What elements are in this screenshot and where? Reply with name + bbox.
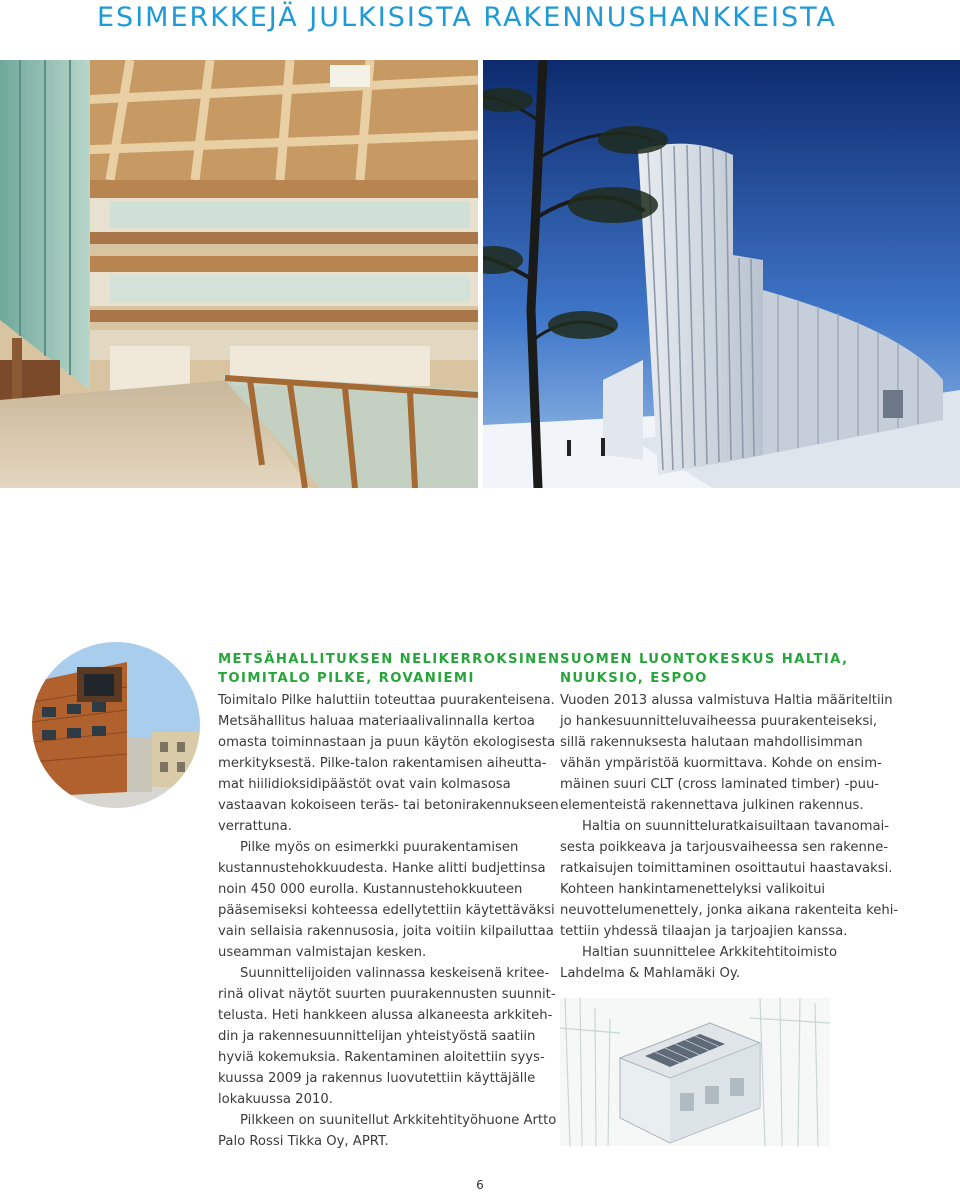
text-line: vastaavan kokoiseen teräs- tai betonirakennukseen xyxy=(218,798,559,813)
text-line: kuussa 2009 ja rakennus luovutettiin käyttäjälle xyxy=(218,1071,536,1086)
left-article-body xyxy=(218,690,559,1152)
text-line: mat hiilidioksidipäästöt ovat vain kolmasosa xyxy=(218,777,511,792)
text-line: rinä olivat näytöt suurten puurakennusten suunnit- xyxy=(218,987,556,1002)
text-line: sesta poikkeava ja tarjousvaiheessa sen rakenne- xyxy=(560,840,889,855)
text-line: useamman valmistajan kesken. xyxy=(218,945,427,960)
text-line: Haltia on suunnitteluratkaisuiltaan tavanomai- xyxy=(582,819,890,834)
text-line: vähän ympäristöä kuormittava. Kohde on ensim- xyxy=(560,756,882,771)
text-line: noin 450 000 eurolla. Kustannustehokkuuteen xyxy=(218,882,523,897)
text-line: verrattuna. xyxy=(218,819,292,834)
atrium-interior-photo xyxy=(0,60,478,488)
heading-line: TOIMITALO PILKE, ROVANIEMI xyxy=(218,671,475,686)
text-line: tettiin yhdessä tilaajan ja tarjoajien kanssa. xyxy=(560,924,848,939)
text-line: Metsähallitus haluaa materiaalivalinnalla kertoa xyxy=(218,714,535,729)
page-number: 6 xyxy=(476,1178,484,1192)
text-line: lokakuussa 2010. xyxy=(218,1092,333,1107)
text-line: Palo Rossi Tikka Oy, APRT. xyxy=(218,1134,389,1149)
page-title: ESIMERKKEJÄ JULKISISTA RAKENNUSHANKKEISTA xyxy=(97,2,838,33)
building-render-image xyxy=(560,998,830,1146)
text-line: din ja rakennesuunnittelijan yhteistyöstä saatiin xyxy=(218,1029,536,1044)
text-line: Toimitalo Pilke haluttiin toteuttaa puurakenteisena. xyxy=(218,693,555,708)
text-line: neuvottelumenettely, jonka aikana rakenteita kehi- xyxy=(560,903,899,918)
heading-line: METSÄHALLITUKSEN NELIKERROKSINEN xyxy=(218,652,561,667)
text-line: elementeistä rakennettava julkinen rakennus. xyxy=(560,798,864,813)
text-line: Kohteen hankintamenettelyksi valikoitui xyxy=(560,882,826,897)
text-line: Pilke myös on esimerkki puurakentamisen xyxy=(240,840,519,855)
text-line: Pilkkeen on suunitellut Arkkitehtityöhuone Artto xyxy=(240,1113,557,1128)
building-exterior-photo xyxy=(483,60,960,488)
heading-line: NUUKSIO, ESPOO xyxy=(560,671,708,686)
right-article-body xyxy=(560,690,898,984)
text-line: ratkaisujen toimittaminen osoittautui haastavaksi. xyxy=(560,861,893,876)
heading-line: SUOMEN LUONTOKESKUS HALTIA, xyxy=(560,652,849,667)
text-line: mäinen suuri CLT (cross laminated timber) -puu- xyxy=(560,777,880,792)
text-line: Suunnittelijoiden valinnassa keskeisenä kriteе- xyxy=(240,966,550,981)
text-line: kustannustehokkuudesta. Hanke alitti budjettinsa xyxy=(218,861,546,876)
text-line: sillä rakennuksesta halutaan mahdollisimman xyxy=(560,735,863,750)
text-line: merkityksestä. Pilke-talon rakentamisen aiheutta- xyxy=(218,756,547,771)
text-line: hyviä kokemuksia. Rakentaminen aloitettiin syys- xyxy=(218,1050,545,1065)
text-line: telusta. Heti hankkeen alussa alkaneesta arkkiteh- xyxy=(218,1008,553,1023)
building-facade-photo xyxy=(32,642,200,808)
text-line: Lahdelma & Mahlamäki Oy. xyxy=(560,966,741,981)
text-line: pääsemiseksi kohteessa edellytettiin käytettäväksi xyxy=(218,903,555,918)
right-article-heading xyxy=(560,650,848,688)
text-line: Haltian suunnittelee Arkkitehtitoimisto xyxy=(582,945,838,960)
text-line: Vuoden 2013 alussa valmistuva Haltia määriteltiin xyxy=(560,693,893,708)
text-line: jo hankesuunnitteluvaiheessa puurakenteiseksi, xyxy=(560,714,878,729)
text-line: omasta toiminnastaan ja puun käytön ekologisesta xyxy=(218,735,556,750)
text-line: vain sellaisia rakennusosia, joita voitiin kilpailuttaa xyxy=(218,924,554,939)
left-article-heading xyxy=(218,650,560,688)
